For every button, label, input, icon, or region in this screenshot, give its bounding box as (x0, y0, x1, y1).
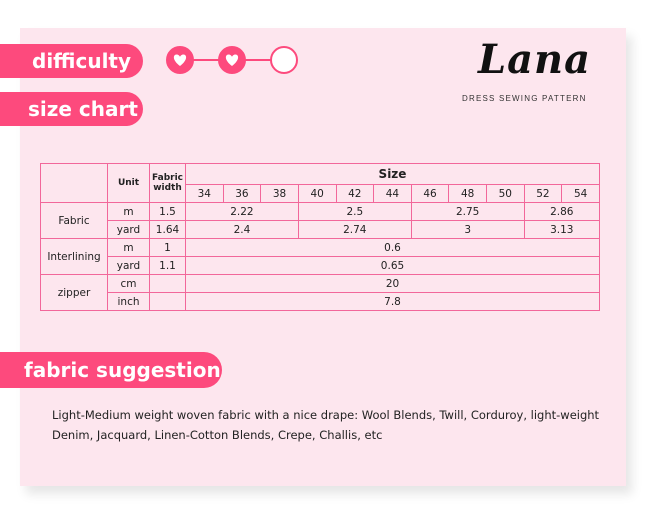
brand-subtitle: DRESS SEWING PATTERN (462, 94, 587, 103)
value-cell: 3.13 (524, 221, 599, 239)
size-cell: 54 (562, 185, 600, 203)
difficulty-dot-2 (219, 47, 245, 73)
value-cell: 2.5 (298, 203, 411, 221)
size-cell: 36 (223, 185, 261, 203)
size-cell: 38 (261, 185, 299, 203)
unit-cell: yard (108, 221, 150, 239)
value-cell: 2.86 (524, 203, 599, 221)
value-cell: 2.4 (186, 221, 299, 239)
value-cell: 2.74 (298, 221, 411, 239)
table-row (41, 293, 600, 311)
fabric-width-header: Fabric width (150, 164, 186, 203)
unit-cell: m (108, 239, 150, 257)
size-header: Size (186, 164, 600, 185)
width-cell: 1.64 (150, 221, 186, 239)
width-cell (150, 293, 186, 311)
table-row (41, 275, 600, 293)
value-cell: 7.8 (186, 293, 600, 311)
value-cell: 0.6 (186, 239, 600, 257)
size-chart-label: size chart (0, 92, 143, 126)
difficulty-label: difficulty (0, 44, 143, 78)
table-row (41, 164, 600, 185)
table-row (41, 239, 600, 257)
size-cell: 46 (411, 185, 449, 203)
difficulty-dot-1 (167, 47, 193, 73)
brand-logo: Lana (478, 36, 592, 83)
size-cell: 50 (487, 185, 525, 203)
difficulty-dot-3 (271, 47, 297, 73)
unit-cell: inch (108, 293, 150, 311)
difficulty-rating (166, 44, 306, 76)
table-row (41, 203, 600, 221)
unit-cell: cm (108, 275, 150, 293)
zipper-row-label: zipper (41, 275, 108, 311)
table-row (41, 257, 600, 275)
value-cell: 3 (411, 221, 524, 239)
value-cell: 2.22 (186, 203, 299, 221)
size-chart-table (40, 163, 600, 311)
value-cell: 0.65 (186, 257, 600, 275)
width-cell: 1.5 (150, 203, 186, 221)
width-cell (150, 275, 186, 293)
fabric-suggestion-label: fabric suggestion (0, 352, 222, 388)
interlining-row-label: Interlining (41, 239, 108, 275)
size-cell: 42 (336, 185, 374, 203)
size-cell: 40 (298, 185, 336, 203)
unit-cell: yard (108, 257, 150, 275)
size-cell: 34 (186, 185, 224, 203)
table-row (41, 221, 600, 239)
fabric-row-label: Fabric (41, 203, 108, 239)
width-cell: 1.1 (150, 257, 186, 275)
value-cell: 2.75 (411, 203, 524, 221)
size-cell: 48 (449, 185, 487, 203)
size-cell: 52 (524, 185, 562, 203)
corner-cell (41, 164, 108, 203)
value-cell: 20 (186, 275, 600, 293)
width-cell: 1 (150, 239, 186, 257)
unit-cell: m (108, 203, 150, 221)
unit-header: Unit (108, 164, 150, 203)
fabric-description: Light-Medium weight woven fabric with a nice drape: Wool Blends, Twill, Corduroy, light-weight Denim, Jacquard, Linen-Cotton Blends, Crepe, Challis, etc (52, 408, 600, 442)
size-cell: 44 (374, 185, 412, 203)
